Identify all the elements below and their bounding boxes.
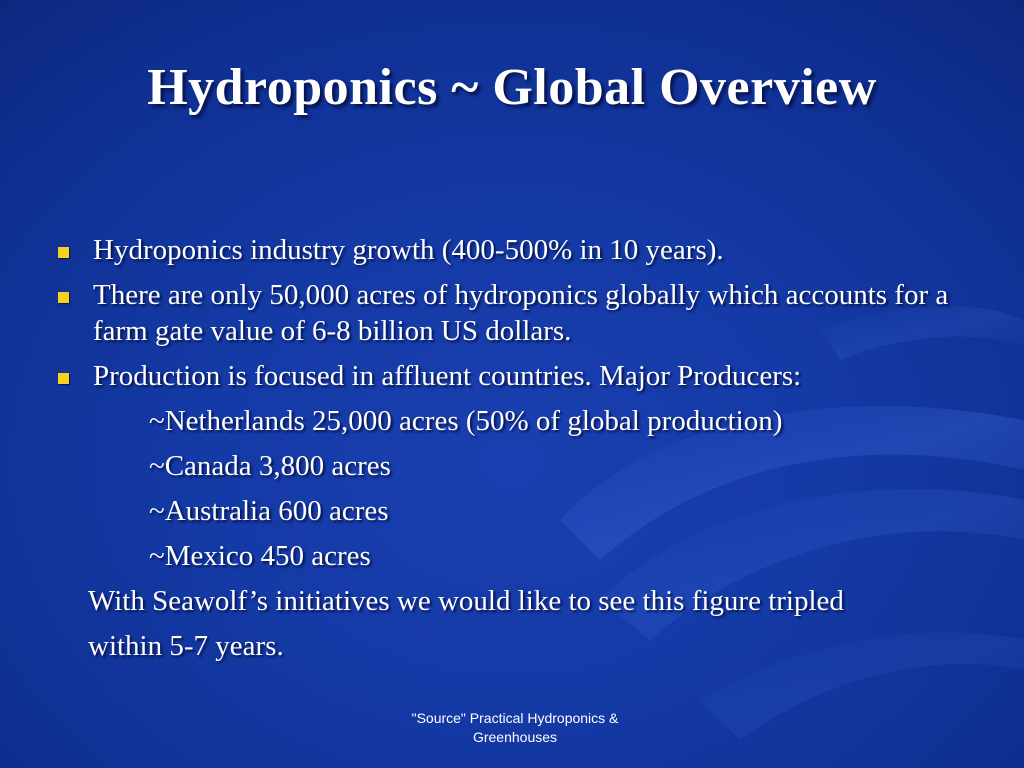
square-bullet-icon (58, 292, 69, 303)
bullet-item (56, 277, 956, 349)
source-footer: "Source" Practical Hydroponics & Greenhouses (411, 710, 619, 745)
bullet-text: Production is focused in affluent countries. Major Producers: (93, 360, 802, 392)
closing-line: within 5-7 years. (88, 630, 284, 662)
closing-line: With Seawolf’s initiatives we would like to see this figure tripled (88, 585, 844, 617)
producer-line: ~Mexico 450 acres (149, 540, 371, 572)
square-bullet-icon (58, 373, 69, 384)
square-bullet-icon (58, 247, 69, 258)
producer-line: ~Canada 3,800 acres (149, 450, 391, 482)
bullet-item (56, 232, 956, 268)
bullet-text: There are only 50,000 acres of hydroponics globally which accounts for a farm gate value of 6-8 billion US dollars. (93, 279, 949, 347)
slide-body (56, 232, 956, 673)
producer-line: ~Australia 600 acres (149, 495, 389, 527)
bullet-item (56, 358, 956, 394)
slide-title: Hydroponics ~ Global Overview (147, 59, 877, 116)
producer-line: ~Netherlands 25,000 acres (50% of global production) (149, 405, 783, 437)
bullet-text: Hydroponics industry growth (400-500% in 10 years). (93, 234, 724, 266)
